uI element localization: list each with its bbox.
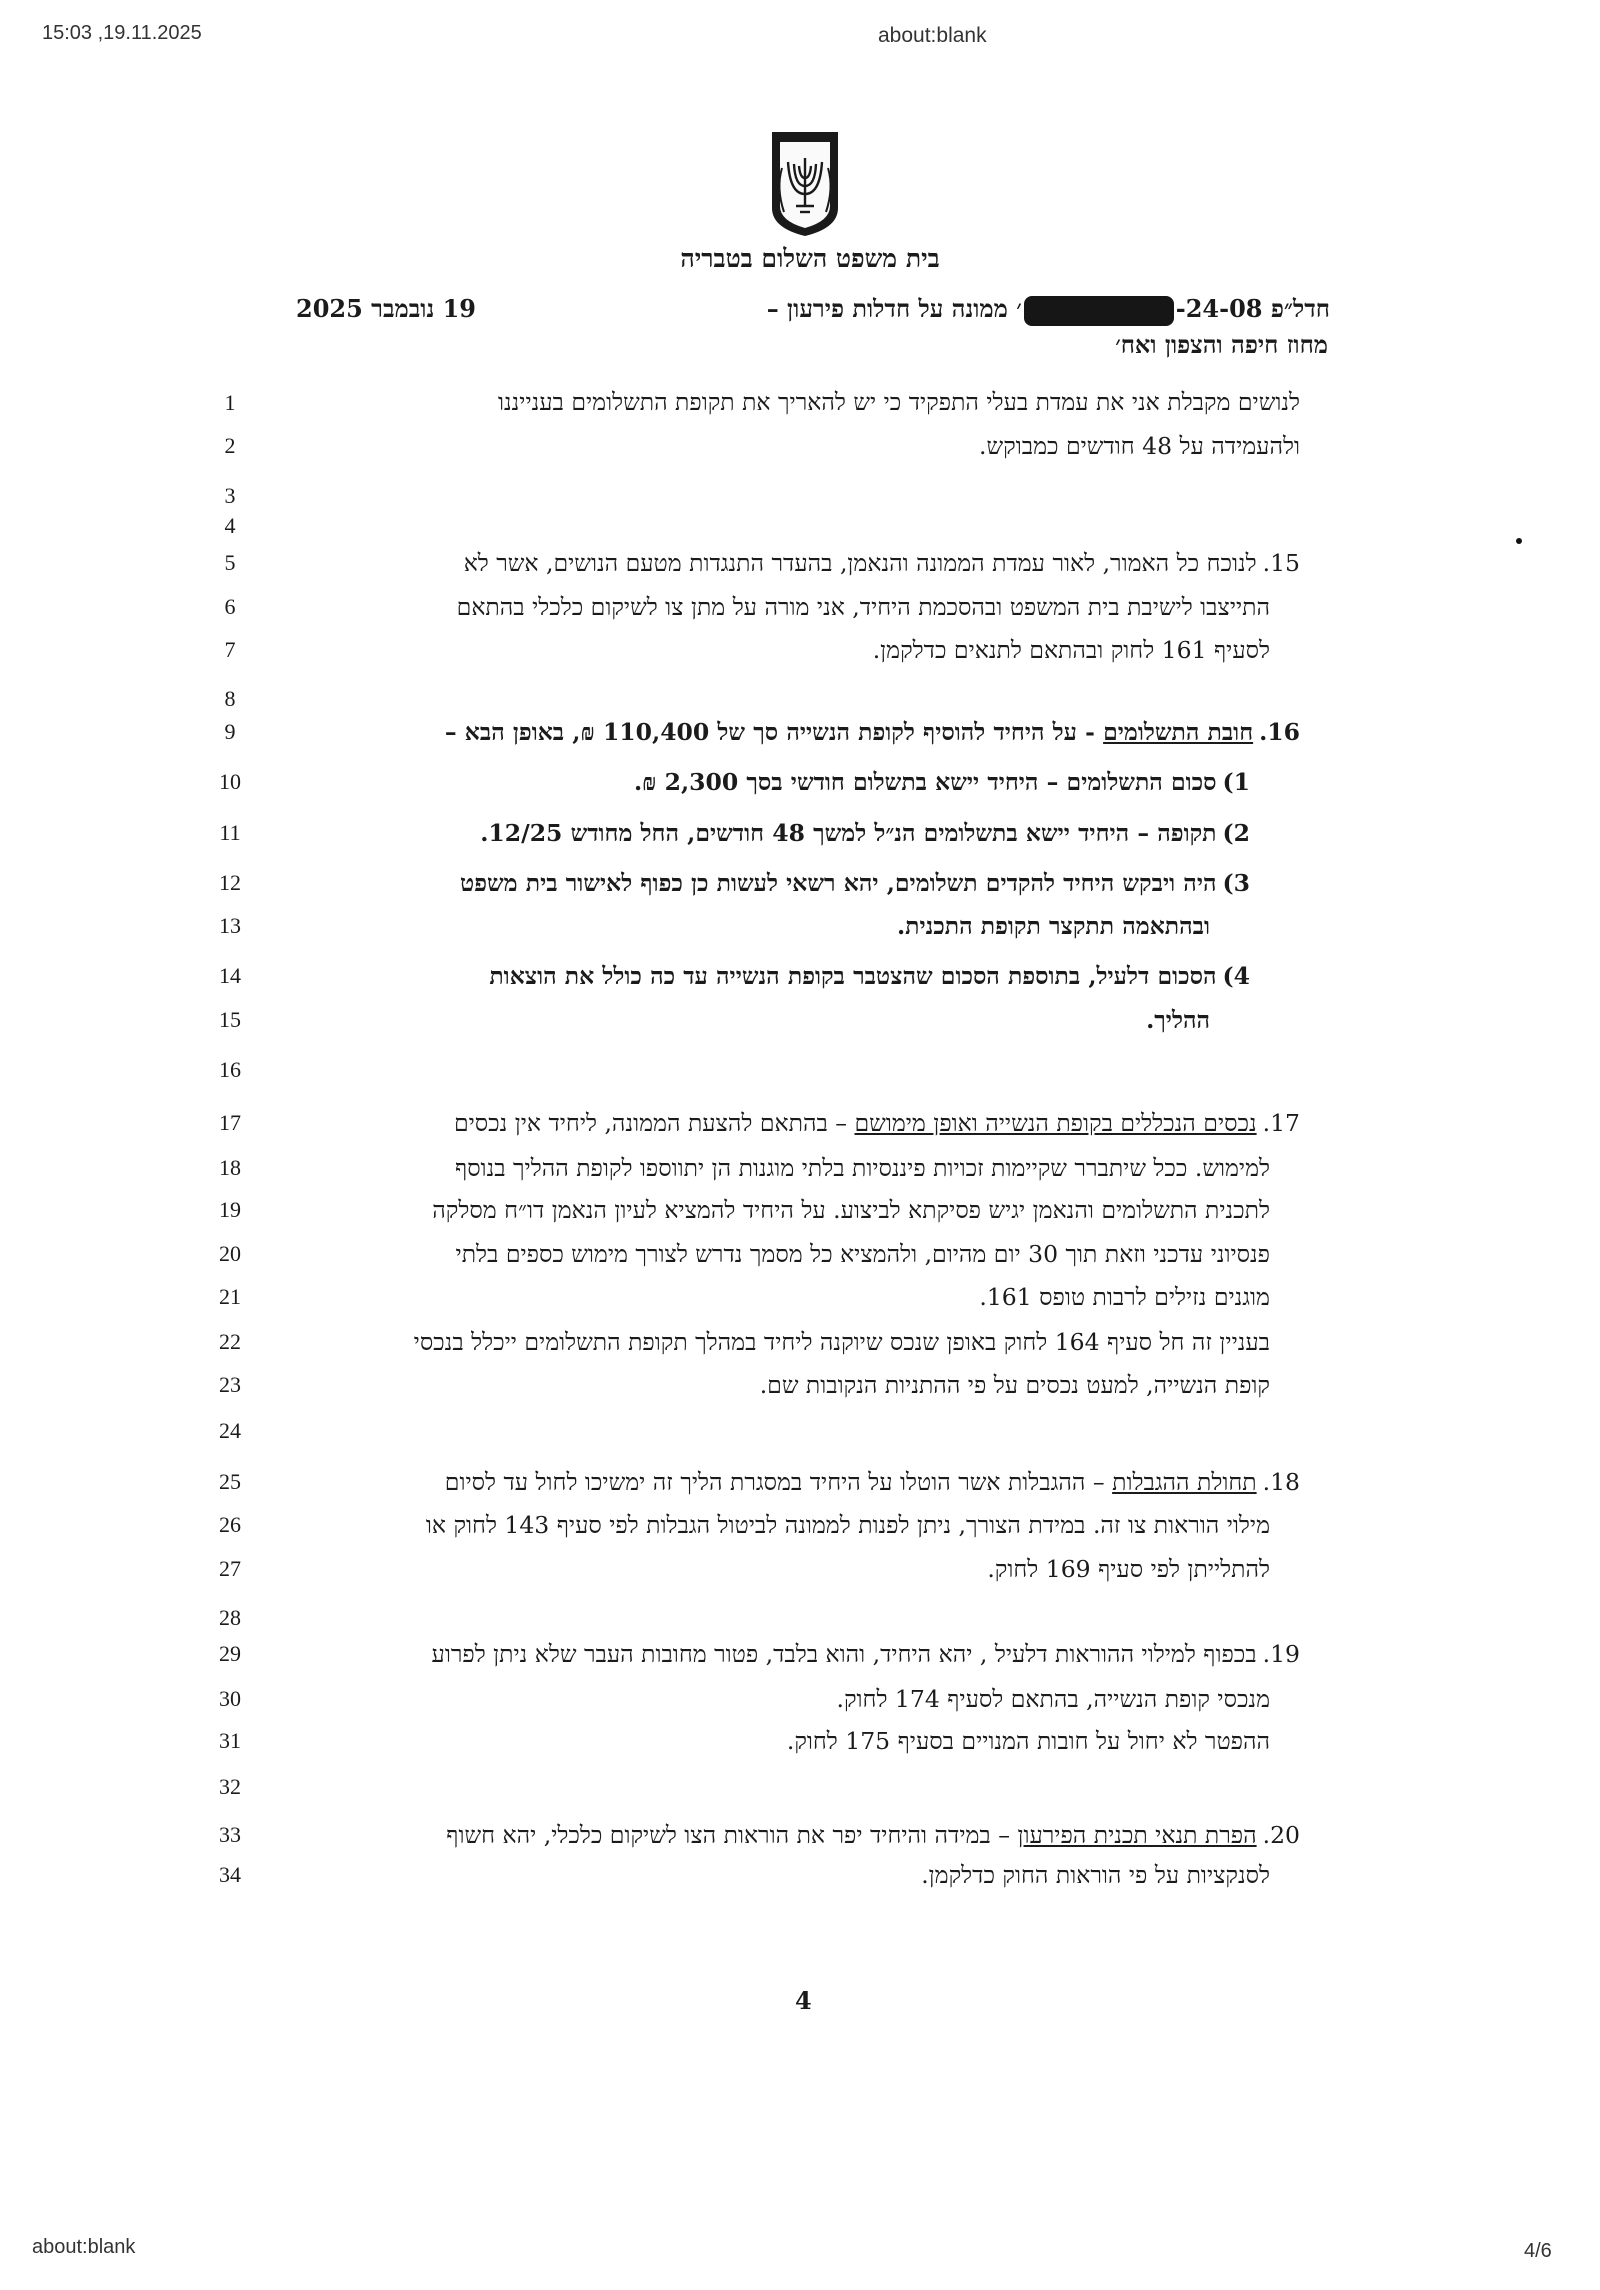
section-number: 18. xyxy=(1262,1468,1300,1496)
line-number: 20 xyxy=(219,1241,241,1266)
body-line: מוגנים נזילים לרבות טופס 161. xyxy=(979,1283,1270,1311)
line-number: 13 xyxy=(219,913,241,938)
body-line: ההליך. xyxy=(1146,1006,1210,1034)
line-number: 17 xyxy=(219,1110,241,1135)
list-item: 2)תקופה – היחיד יישא בתשלומים הנ״ל למשך 48 חודשים, החל מחודש 12/25. xyxy=(480,819,1250,847)
line-number: 16 xyxy=(219,1057,241,1082)
document-date: 19 נובמבר 2025 xyxy=(296,294,477,323)
section-heading: נכסים הנכללים בקופת הנשייה ואופן מימושם xyxy=(854,1109,1257,1137)
page-number: 4 xyxy=(795,1986,812,2015)
line-number: 30 xyxy=(219,1686,241,1711)
section-number: 15. xyxy=(1262,549,1300,577)
line-number: 10 xyxy=(219,769,241,794)
line-number: 32 xyxy=(219,1774,241,1799)
body-line: ובהתאמה תתקצר תקופת התכנית. xyxy=(896,912,1210,940)
section-number: 20. xyxy=(1262,1821,1300,1849)
body-line: להתלייתן לפי סעיף 169 לחוק. xyxy=(987,1555,1270,1583)
line-number: 18 xyxy=(219,1155,241,1180)
body-line: 20.הפרת תנאי תכנית הפירעון – במידה והיחיד יפר את הוראות הצו לשיקום כלכלי, יהא חשוף xyxy=(446,1821,1300,1849)
line-number: 26 xyxy=(219,1512,241,1537)
section-heading: הפרת תנאי תכנית הפירעון xyxy=(1017,1821,1257,1849)
case-line xyxy=(767,294,1330,326)
line-number: 25 xyxy=(219,1469,241,1494)
line-number: 22 xyxy=(219,1329,241,1354)
body-line: למימוש. ככל שיתברר שקיימות זכויות פיננסיות בלתי מוגנות הן יתווספו לקופת ההליך בנוסף xyxy=(455,1154,1270,1182)
line-number: 24 xyxy=(219,1418,241,1443)
section-heading: חובת התשלומים xyxy=(1103,718,1254,746)
redaction-block xyxy=(1024,296,1174,326)
line-number: 8 xyxy=(224,686,236,711)
line-number: 9 xyxy=(224,719,236,744)
section-heading: תחולת ההגבלות xyxy=(1112,1468,1257,1496)
line-number: 2 xyxy=(224,433,236,458)
line-number: 27 xyxy=(219,1556,241,1581)
section-number: 17. xyxy=(1262,1109,1300,1137)
print-footer-url: about:blank xyxy=(32,2236,136,2258)
body-line: לנושים מקבלת אני את עמדת בעלי התפקיד כי יש להאריך את תקופת התשלומים בענייננו xyxy=(497,388,1300,416)
body-line: 19.בכפוף למילוי ההוראות דלעיל , יהא היחיד, והוא בלבד, פטור מחובות העבר שלא ניתן לפרוע xyxy=(431,1640,1300,1668)
body-line: ולהעמידה על 48 חודשים כמבוקש. xyxy=(979,432,1300,460)
body-line: מנכסי קופת הנשייה, בהתאם לסעיף 174 לחוק. xyxy=(836,1685,1270,1713)
body-line: 15.לנוכח כל האמור, לאור עמדת הממונה והנאמן, בהעדר התנגדות מטעם הנושים, אשר לא xyxy=(463,549,1300,577)
case-number-prefix: חדל״פ 24-08- xyxy=(1175,294,1330,323)
body-line: קופת הנשייה, למעט נכסים על פי ההתניות הנקובות שם. xyxy=(759,1371,1270,1399)
body-line: התייצבו לישיבת בית המשפט ובהסכמת היחיד, אני מורה על מתן צו לשיקום כלכלי בהתאם xyxy=(456,593,1270,621)
line-number: 11 xyxy=(219,820,241,845)
state-emblem-icon xyxy=(768,128,842,238)
line-number: 31 xyxy=(219,1728,241,1753)
line-number: 15 xyxy=(219,1007,241,1032)
line-number: 29 xyxy=(219,1641,241,1666)
body-line: לסנקציות על פי הוראות החוק כדלקמן. xyxy=(921,1861,1270,1889)
court-name: בית משפט השלום בטבריה xyxy=(680,244,940,273)
line-number: 21 xyxy=(219,1284,241,1309)
body-line: ההפטר לא יחול על חובות המנויים בסעיף 175 לחוק. xyxy=(786,1727,1270,1755)
body-line: 18.תחולת ההגבלות – ההגבלות אשר הוטלו על היחיד במסגרת הליך זה ימשיכו לחול עד לסיום xyxy=(444,1468,1300,1496)
body-line: 16.חובת התשלומים - על היחיד להוסיף לקופת הנשייה סך של 110,400 ₪, באופן הבא – xyxy=(444,718,1300,746)
body-line: פנסיוני עדכני וזאת תוך 30 יום מהיום, ולהמציא כל מסמך נדרש לצורך מימוש כספים בלתי xyxy=(455,1240,1270,1268)
section-number: 16. xyxy=(1259,718,1300,746)
print-page-counter: 4/6 xyxy=(1524,2240,1552,2262)
case-title-line2: מחוז חיפה והצפון ואח׳ xyxy=(1115,330,1328,359)
line-number: 5 xyxy=(224,550,236,575)
body-line: לתכנית התשלומים והנאמן יגיש פסיקתא לביצוע. על היחיד להמציא לעיון הנאמן דו״ח מסלקה xyxy=(432,1196,1270,1224)
body-line: לסעיף 161 לחוק ובהתאם לתנאים כדלקמן. xyxy=(872,636,1270,664)
line-number: 28 xyxy=(219,1605,241,1630)
line-number: 1 xyxy=(224,390,236,415)
line-number: 19 xyxy=(219,1197,241,1222)
line-number: 12 xyxy=(219,870,241,895)
line-number: 33 xyxy=(219,1822,241,1847)
line-number: 6 xyxy=(224,594,236,619)
body-line: מילוי הוראות צו זה. במידת הצורך, ניתן לפנות לממונה לביטול הגבלות לפי סעיף 143 לחוק או xyxy=(425,1511,1270,1539)
body-line: 17.נכסים הנכללים בקופת הנשייה ואופן מימושם – בהתאם להצעת הממונה, ליחיד אין נכסים xyxy=(453,1109,1300,1137)
scan-dot xyxy=(1516,538,1522,544)
line-number: 23 xyxy=(219,1372,241,1397)
list-item: 1)סכום התשלומים – היחיד יישא בתשלום חודשי בסך 2,300 ₪. xyxy=(633,768,1250,796)
section-number: 19. xyxy=(1262,1640,1300,1668)
line-number: 4 xyxy=(224,513,236,538)
line-number: 3 xyxy=(224,483,236,508)
list-item: 4)הסכום דלעיל, בתוספת הסכום שהצטבר בקופת הנשייה עד כה כולל את הוצאות xyxy=(489,962,1250,990)
case-title: ׳ ממונה על חדלות פירעון – xyxy=(766,294,1022,323)
line-number: 7 xyxy=(224,637,236,662)
line-number: 34 xyxy=(219,1862,241,1887)
print-timestamp: 15:03 ,19.11.2025 xyxy=(42,22,202,44)
print-page-title: about:blank xyxy=(878,24,987,47)
line-number: 14 xyxy=(219,963,241,988)
body-line: בעניין זה חל סעיף 164 לחוק באופן שנכס שיוקנה ליחיד במהלך תקופת התשלומים ייכלל בנכסי xyxy=(413,1328,1270,1356)
list-item: 3)היה ויבקש היחיד להקדים תשלומים, יהא רשאי לעשות כן כפוף לאישור בית משפט xyxy=(460,869,1250,897)
